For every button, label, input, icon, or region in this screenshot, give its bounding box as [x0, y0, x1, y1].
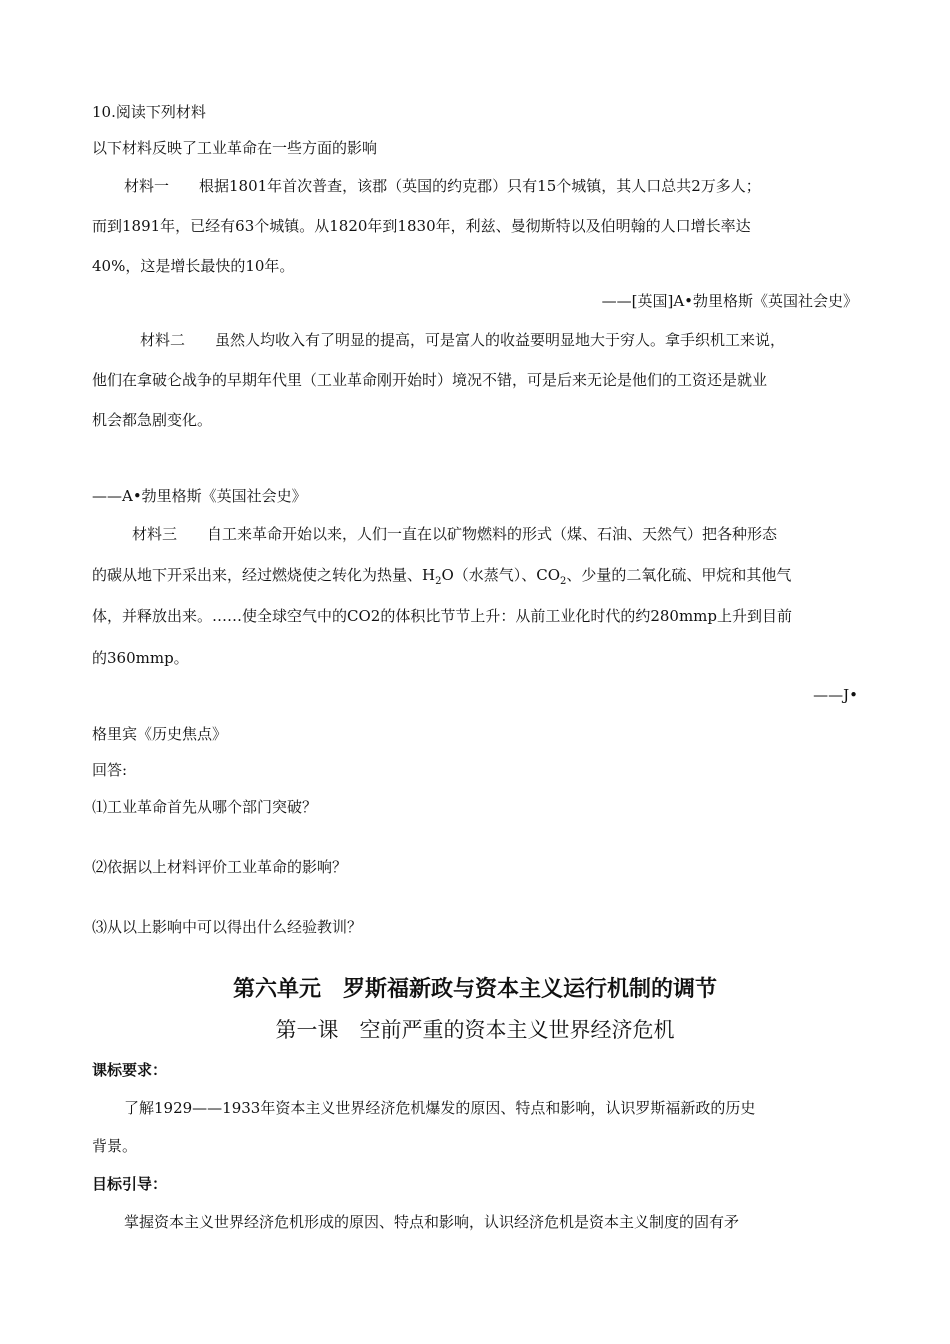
standard-line1: 了解1929——1933年资本主义世界经济危机爆发的原因、特点和影响，认识罗斯福新政的历史 — [124, 1099, 756, 1117]
material1-line1: 材料一 根据1801年首次普查，该郡（英国的约克郡）只有15个城镇，其人口总共2万多人； — [124, 177, 761, 195]
question-1: ⑴工业革命首先从哪个部门突破？ — [92, 798, 318, 816]
material3-line2-part-c: 、少量的二氧化硫、甲烷和其他气 — [566, 566, 792, 584]
material1-line3: 40%，这是增长最快的10年。 — [92, 257, 295, 275]
material2-source: ——A•勃里格斯《英国社会史》 — [92, 487, 307, 505]
goal-heading: 目标引导： — [92, 1175, 168, 1193]
unit-title: 第六单元 罗斯福新政与资本主义运行机制的调节 — [232, 977, 717, 1002]
material1-line2: 而到1891年，已经有63个城镇。从1820年到1830年，利兹、曼彻斯特以及伯明翰的人口增长率达 — [92, 217, 751, 235]
material1-source: ——[英国]A•勃里格斯《英国社会史》 — [601, 292, 858, 310]
goal-line1: 掌握资本主义世界经济危机形成的原因、特点和影响，认识经济危机是资本主义制度的固有矛 — [124, 1213, 740, 1231]
question-3: ⑶从以上影响中可以得出什么经验教训？ — [92, 918, 363, 936]
material3-line4: 的360mmp。 — [92, 649, 189, 667]
material2-line2: 他们在拿破仑战争的早期年代里（工业革命刚开始时）境况不错，可是后来无论是他们的工资还是就业 — [92, 371, 768, 389]
subscript-2: 2 — [560, 576, 567, 587]
standard-heading: 课标要求： — [92, 1061, 168, 1079]
standard-line2: 背景。 — [92, 1137, 138, 1155]
material3-line1: 材料三 自工来革命开始以来，人们一直在以矿物燃料的形式（煤、石油、天然气）把各种形态 — [132, 525, 778, 543]
material3-line3: 体，并释放出来。……使全球空气中的CO2的体积比节节上升：从前工业化时代的约280mmp上升到目前 — [92, 607, 793, 625]
question-number-title: 10.阅读下列材料 — [92, 103, 206, 121]
answer-label: 回答: — [92, 761, 128, 779]
material3-line2 — [92, 565, 791, 585]
material3-source-part-b: 格里宾《历史焦点》 — [92, 725, 228, 743]
question-2: ⑵依据以上材料评价工业革命的影响？ — [92, 858, 348, 876]
material3-source-part-a: ——J• — [813, 686, 858, 704]
lesson-title: 第一课 空前严重的资本主义世界经济危机 — [275, 1018, 675, 1042]
material3-line2-part-a: 的碳从地下开采出来，经过燃烧使之转化为热量、H — [92, 566, 436, 584]
material2-line3: 机会都急剧变化。 — [92, 411, 213, 429]
material3-line2-part-b: O（水蒸气）、CO — [441, 566, 561, 584]
material2-line1: 材料二 虽然人均收入有了明显的提高，可是富人的收益要明显地大于穷人。拿手织机工来说， — [140, 331, 786, 349]
subscript-2: 2 — [435, 576, 442, 587]
question-intro: 以下材料反映了工业革命在一些方面的影响 — [92, 139, 378, 157]
